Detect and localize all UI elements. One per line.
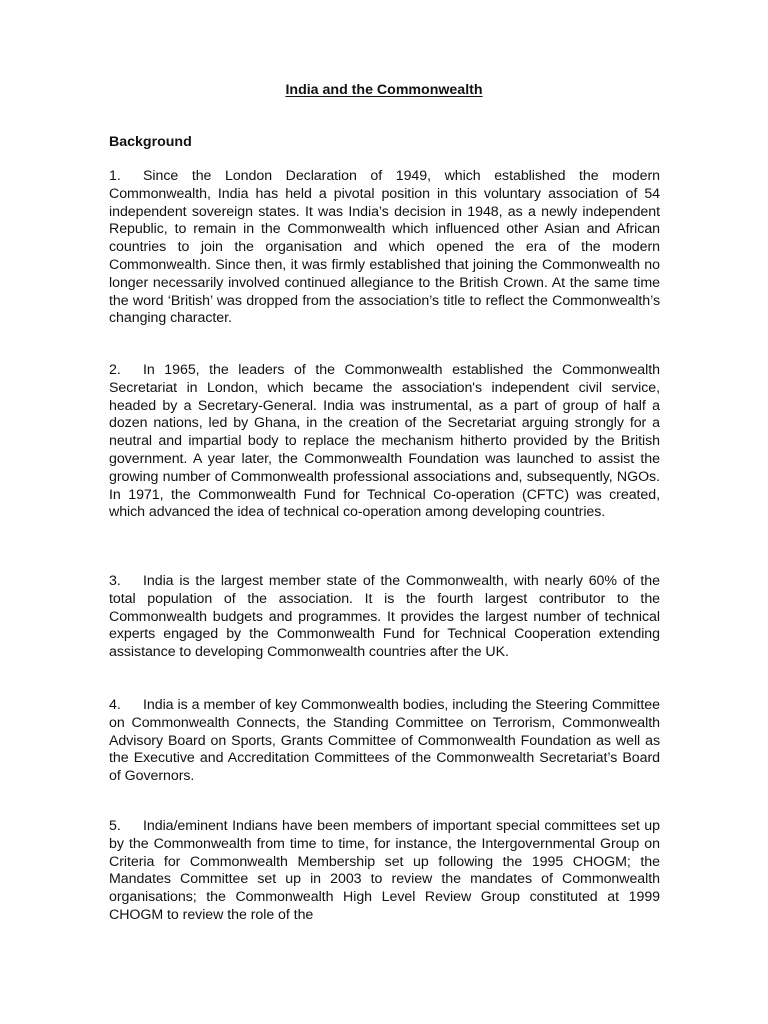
paragraph-1 [109, 168, 660, 328]
section-heading: Background [109, 134, 192, 150]
paragraph-3 [109, 573, 660, 662]
paragraph-text: India is a member of key Commonwealth bodies, including the Steering Committee on Commonwealth Connects, the Standing Committee on Terrorism, Commonwealth Advisory Board on Sports, Grants Committee of Commonwealth Foundation as well as the Executive and Accreditation Committees of the Commonwealth Secretariat’s Board of Governors. [109, 697, 660, 785]
paragraph-number: 4. [109, 697, 121, 713]
paragraph-text: India is the largest member state of the Commonwealth, with nearly 60% of the total population of the association. It is the fourth largest contributor to the Commonwealth budgets and programmes. It provides the largest number of technical experts engaged by the Commonwealth Fund for Technical Cooperation extending assistance to developing Commonwealth countries after the UK. [109, 573, 660, 661]
paragraph-4 [109, 697, 660, 786]
paragraph-text: Since the London Declaration of 1949, which established the modern Commonwealth, India has held a pivotal position in this voluntary association of 54 independent sovereign states. It was India’s decision in 1948, as a newly independent Republic, to remain in the Commonwealth which influenced other Asian and African countries to join the organisation and which opened the era of the modern Commonwealth. Since then, it was firmly established that joining the Commonwealth no longer necessarily involved continued allegiance to the British Crown. At the same time the word ‘British’ was dropped from the association’s title to reflect the Commonwealth’s changing character. [109, 168, 660, 327]
paragraph-number: 5. [109, 818, 121, 834]
paragraph-number: 3. [109, 573, 121, 589]
document-title: India and the Commonwealth [285, 82, 483, 98]
paragraph-text: India/eminent Indians have been members of important special committees set up by the Commonwealth from time to time, for instance, the Intergovernmental Group on Criteria for Commonwealth Membership set up following the 1995 CHOGM; the Mandates Committee set up in 2003 to review the mandates of Commonwealth organisations; the Commonwealth High Level Review Group constituted at 1999 CHOGM to review the role of the [109, 818, 660, 923]
paragraph-5 [109, 818, 660, 926]
paragraph-number: 1. [109, 168, 121, 184]
paragraph-text: In 1965, the leaders of the Commonwealth established the Commonwealth Secretariat in London, which became the association's independent civil service, headed by a Secretary-General. India was instrumental, as a part of group of half a dozen nations, led by Ghana, in the creation of the Secretariat arguing strongly for a neutral and impartial body to replace the mechanism hitherto provided by the British government. A year later, the Commonwealth Foundation was launched to assist the growing number of Commonwealth professional associations and, subsequently, NGOs. In 1971, the Commonwealth Fund for Technical Co-operation (CFTC) was created, which advanced the idea of technical co-operation among developing countries. [109, 362, 660, 521]
paragraph-number: 2. [109, 362, 121, 378]
paragraph-2 [109, 362, 660, 522]
